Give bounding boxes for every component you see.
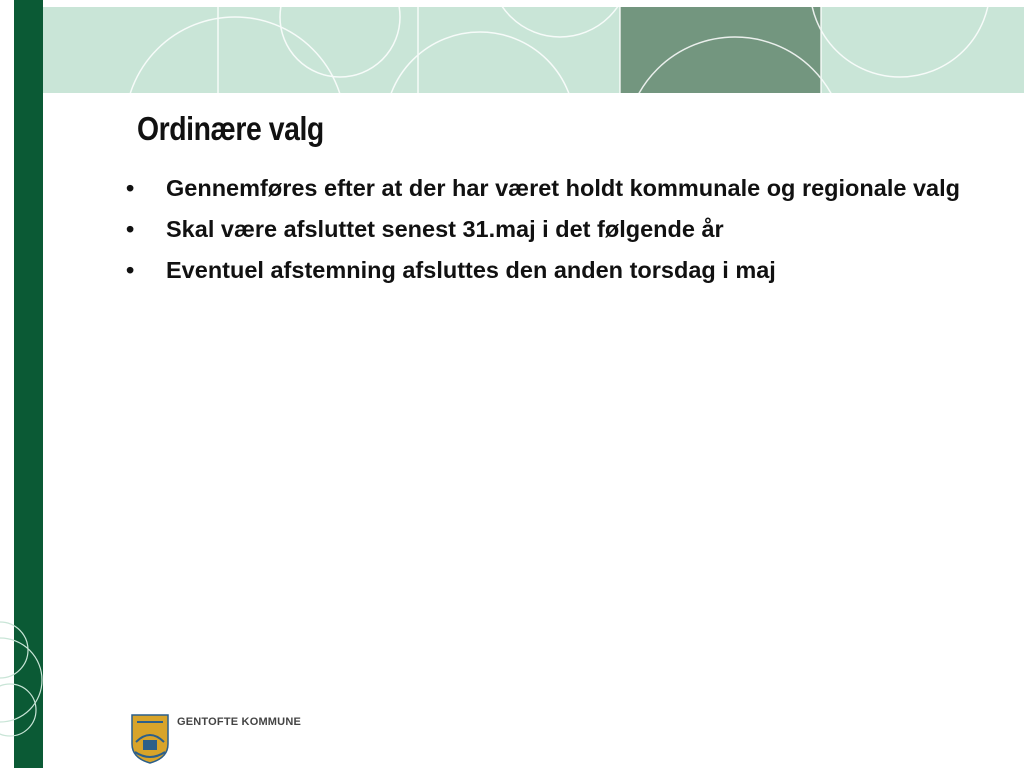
- slide-title: Ordinære valg: [137, 110, 324, 147]
- bullet-text: Skal være afsluttet senest 31.maj i det følgende år: [166, 216, 724, 242]
- bullet-text: Gennemføres efter at der har været holdt kommunale og regionale valg: [166, 175, 960, 201]
- bullet-item: [126, 172, 986, 205]
- bullet-item: [126, 254, 986, 287]
- header-band: [0, 7, 1024, 93]
- sidebar-decoration: [0, 590, 45, 768]
- bullet-list: [126, 172, 986, 295]
- bullet-marker: •: [126, 216, 135, 242]
- bullet-marker: •: [126, 175, 135, 201]
- footer-logo: [131, 714, 301, 764]
- header-decoration: [0, 7, 1024, 93]
- bullet-marker: •: [126, 257, 135, 283]
- bullet-item: [126, 213, 986, 246]
- bullet-text: Eventuel afstemning afsluttes den anden torsdag i maj: [166, 257, 776, 283]
- organization-name: GENTOFTE KOMMUNE: [177, 716, 301, 728]
- coat-of-arms-icon: [131, 714, 169, 764]
